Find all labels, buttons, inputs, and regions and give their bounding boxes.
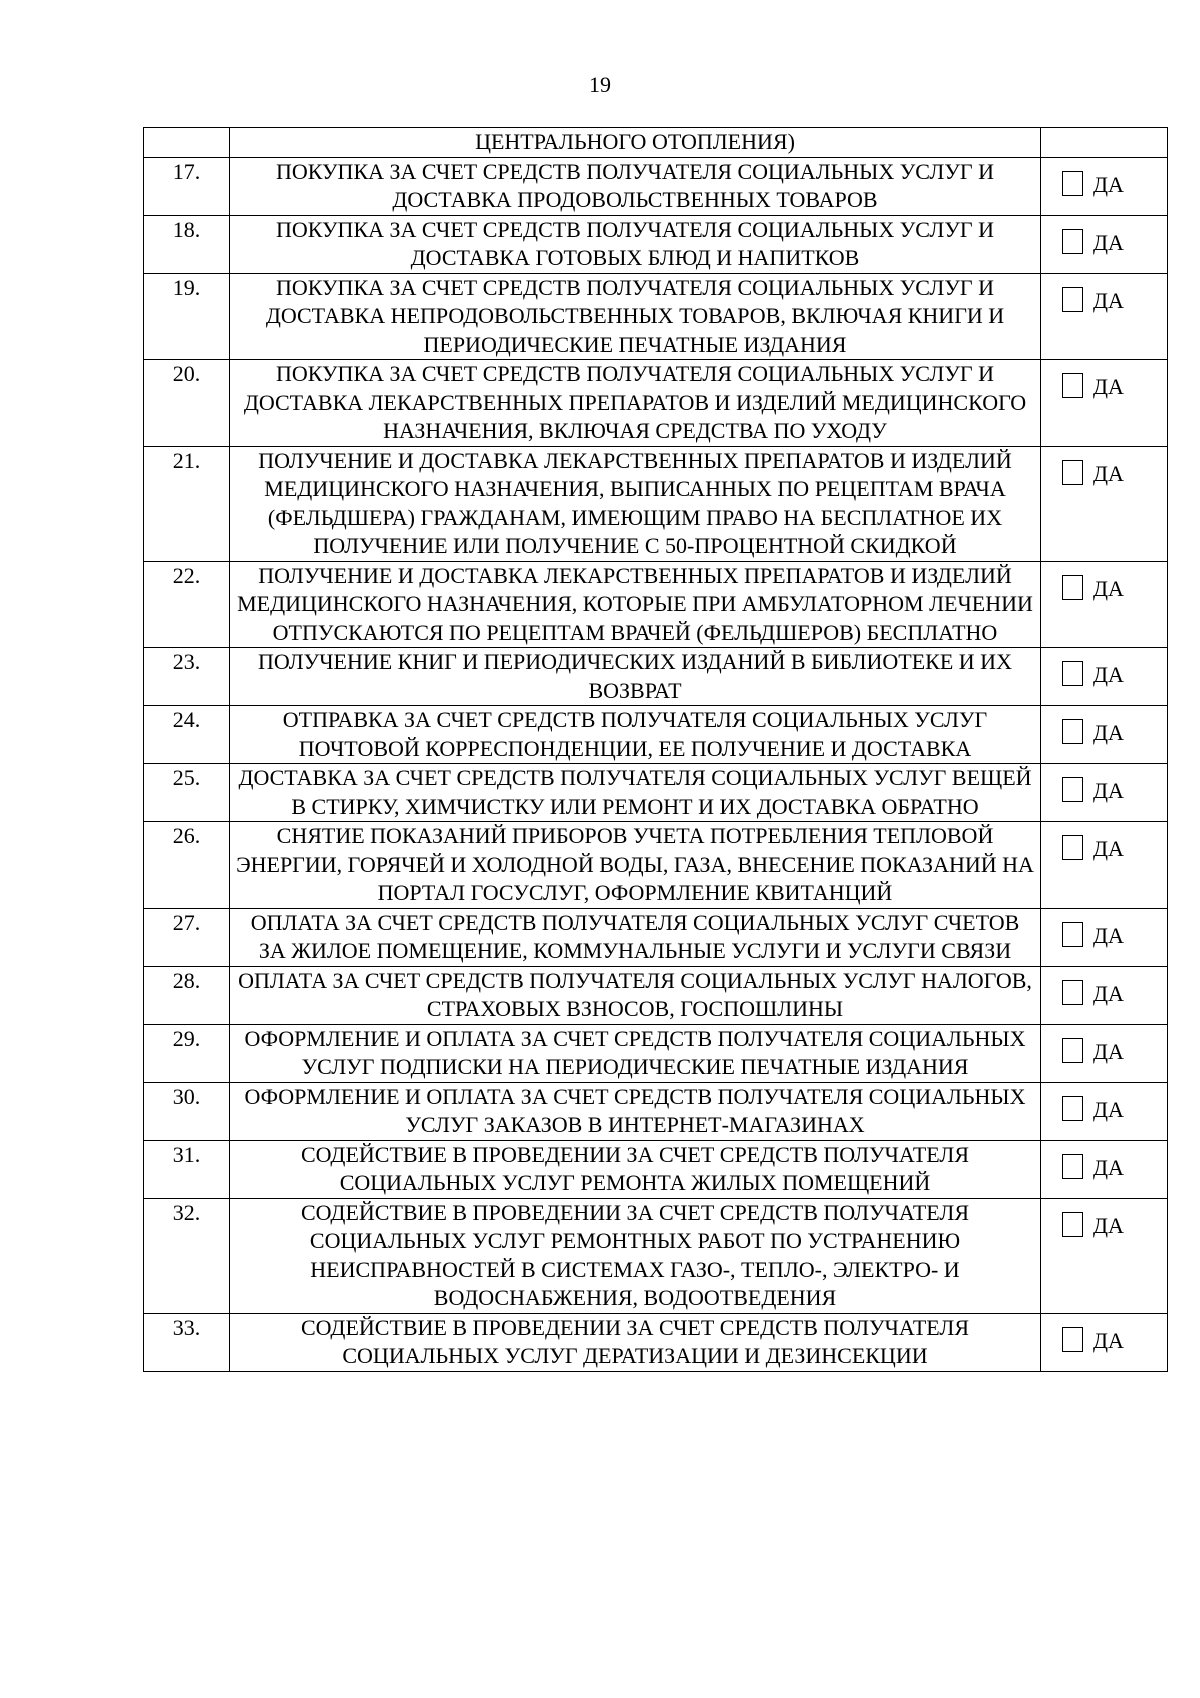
yes-label: ДА xyxy=(1093,836,1124,861)
checkbox-icon[interactable] xyxy=(1062,287,1083,312)
service-description: ПОКУПКА ЗА СЧЕТ СРЕДСТВ ПОЛУЧАТЕЛЯ СОЦИАЛЬНЫХ УСЛУГ И ДОСТАВКА ПРОДОВОЛЬСТВЕННЫХ ТОВАРОВ xyxy=(230,157,1041,215)
mark-cell xyxy=(1041,360,1168,447)
table-row xyxy=(144,446,1168,561)
yes-option xyxy=(1041,822,1167,860)
yes-option xyxy=(1041,562,1167,600)
row-number: 29. xyxy=(144,1024,230,1082)
checkbox-icon[interactable] xyxy=(1062,719,1083,744)
yes-option xyxy=(1041,1141,1167,1179)
yes-label: ДА xyxy=(1093,1154,1124,1180)
service-description: СОДЕЙСТВИЕ В ПРОВЕДЕНИИ ЗА СЧЕТ СРЕДСТВ ПОЛУЧАТЕЛЯ СОЦИАЛЬНЫХ УСЛУГ РЕМОНТА ЖИЛЫХ ПОМЕЩЕНИЙ xyxy=(230,1140,1041,1198)
checkbox-icon[interactable] xyxy=(1062,922,1083,947)
yes-option xyxy=(1041,216,1167,254)
table-row xyxy=(144,1024,1168,1082)
row-number: 25. xyxy=(144,764,230,822)
checkbox-icon[interactable] xyxy=(1062,835,1083,860)
mark-cell xyxy=(1041,966,1168,1024)
table-row xyxy=(144,561,1168,648)
table-row xyxy=(144,764,1168,822)
row-number: 28. xyxy=(144,966,230,1024)
checkbox-icon[interactable] xyxy=(1062,1038,1083,1063)
yes-label: ДА xyxy=(1093,720,1124,745)
yes-label: ДА xyxy=(1093,980,1124,1006)
row-number: 32. xyxy=(144,1198,230,1313)
mark-cell xyxy=(1041,1082,1168,1140)
row-number: 19. xyxy=(144,273,230,360)
mark-cell xyxy=(1041,764,1168,822)
mark-cell xyxy=(1041,908,1168,966)
checkbox-icon[interactable] xyxy=(1062,171,1083,196)
row-number: 33. xyxy=(144,1313,230,1371)
table-row xyxy=(144,908,1168,966)
yes-option xyxy=(1041,158,1167,196)
row-number: 18. xyxy=(144,215,230,273)
table-row xyxy=(144,706,1168,764)
service-description: ПОЛУЧЕНИЕ КНИГ И ПЕРИОДИЧЕСКИХ ИЗДАНИЙ В БИБЛИОТЕКЕ И ИХ ВОЗВРАТ xyxy=(230,648,1041,706)
yes-option xyxy=(1041,1199,1167,1237)
mark-cell xyxy=(1041,128,1168,158)
mark-cell xyxy=(1041,157,1168,215)
service-description: ОФОРМЛЕНИЕ И ОПЛАТА ЗА СЧЕТ СРЕДСТВ ПОЛУЧАТЕЛЯ СОЦИАЛЬНЫХ УСЛУГ ЗАКАЗОВ В ИНТЕРНЕТ-МАГАЗИНАХ xyxy=(230,1082,1041,1140)
service-description: СОДЕЙСТВИЕ В ПРОВЕДЕНИИ ЗА СЧЕТ СРЕДСТВ ПОЛУЧАТЕЛЯ СОЦИАЛЬНЫХ УСЛУГ ДЕРАТИЗАЦИИ И ДЕЗИНСЕКЦИИ xyxy=(230,1313,1041,1371)
row-number: 21. xyxy=(144,446,230,561)
row-number: 22. xyxy=(144,561,230,648)
table-row xyxy=(144,1082,1168,1140)
services-table xyxy=(143,127,1168,1372)
row-number: 27. xyxy=(144,908,230,966)
table-row xyxy=(144,822,1168,909)
yes-label: ДА xyxy=(1093,287,1124,313)
checkbox-icon[interactable] xyxy=(1062,373,1083,398)
row-number: 20. xyxy=(144,360,230,447)
service-description: ОТПРАВКА ЗА СЧЕТ СРЕДСТВ ПОЛУЧАТЕЛЯ СОЦИАЛЬНЫХ УСЛУГ ПОЧТОВОЙ КОРРЕСПОНДЕНЦИИ, ЕЕ ПОЛУЧЕНИЕ И ДОСТАВКА xyxy=(230,706,1041,764)
yes-label: ДА xyxy=(1093,374,1124,399)
checkbox-icon[interactable] xyxy=(1062,460,1083,485)
yes-label: ДА xyxy=(1093,460,1124,486)
service-description: СНЯТИЕ ПОКАЗАНИЙ ПРИБОРОВ УЧЕТА ПОТРЕБЛЕНИЯ ТЕПЛОВОЙ ЭНЕРГИИ, ГОРЯЧЕЙ И ХОЛОДНОЙ ВОДЫ, ГАЗА, ВНЕСЕНИЕ ПОКАЗАНИЙ НА ПОРТАЛ ГОСУСЛУГ, ОФОРМЛЕНИЕ КВИТАНЦИЙ xyxy=(230,822,1041,909)
services-table-body xyxy=(144,128,1168,1372)
table-row xyxy=(144,966,1168,1024)
checkbox-icon[interactable] xyxy=(1062,229,1083,254)
service-description: ДОСТАВКА ЗА СЧЕТ СРЕДСТВ ПОЛУЧАТЕЛЯ СОЦИАЛЬНЫХ УСЛУГ ВЕЩЕЙ В СТИРКУ, ХИМЧИСТКУ ИЛИ РЕМОНТ И ИХ ДОСТАВКА ОБРАТНО xyxy=(230,764,1041,822)
yes-option xyxy=(1041,1083,1167,1121)
mark-cell xyxy=(1041,706,1168,764)
service-description: ПОЛУЧЕНИЕ И ДОСТАВКА ЛЕКАРСТВЕННЫХ ПРЕПАРАТОВ И ИЗДЕЛИЙ МЕДИЦИНСКОГО НАЗНАЧЕНИЯ, КОТОРЫЕ ПРИ АМБУЛАТОРНОМ ЛЕЧЕНИИ ОТПУСКАЮТСЯ ПО РЕЦЕПТАМ ВРАЧЕЙ (ФЕЛЬДШЕРОВ) БЕСПЛАТНО xyxy=(230,561,1041,648)
mark-cell xyxy=(1041,1140,1168,1198)
mark-cell xyxy=(1041,561,1168,648)
mark-cell xyxy=(1041,1024,1168,1082)
yes-label: ДА xyxy=(1093,171,1124,197)
table-row xyxy=(144,1313,1168,1371)
yes-label: ДА xyxy=(1093,1038,1124,1064)
yes-label: ДА xyxy=(1093,1327,1124,1353)
service-description: ПОКУПКА ЗА СЧЕТ СРЕДСТВ ПОЛУЧАТЕЛЯ СОЦИАЛЬНЫХ УСЛУГ И ДОСТАВКА НЕПРОДОВОЛЬСТВЕННЫХ ТОВАРОВ, ВКЛЮЧАЯ КНИГИ И ПЕРИОДИЧЕСКИЕ ПЕЧАТНЫЕ ИЗДАНИЯ xyxy=(230,273,1041,360)
mark-cell xyxy=(1041,1313,1168,1371)
row-number: 23. xyxy=(144,648,230,706)
table-row xyxy=(144,1140,1168,1198)
mark-cell xyxy=(1041,648,1168,706)
service-description: СОДЕЙСТВИЕ В ПРОВЕДЕНИИ ЗА СЧЕТ СРЕДСТВ ПОЛУЧАТЕЛЯ СОЦИАЛЬНЫХ УСЛУГ РЕМОНТНЫХ РАБОТ ПО УСТРАНЕНИЮ НЕИСПРАВНОСТЕЙ В СИСТЕМАХ ГАЗО-, ТЕПЛО-, ЭЛЕКТРО- И ВОДОСНАБЖЕНИЯ, ВОДООТВЕДЕНИЯ xyxy=(230,1198,1041,1313)
yes-label: ДА xyxy=(1093,575,1124,601)
yes-label: ДА xyxy=(1093,778,1124,803)
yes-option xyxy=(1041,648,1167,686)
service-description: ПОЛУЧЕНИЕ И ДОСТАВКА ЛЕКАРСТВЕННЫХ ПРЕПАРАТОВ И ИЗДЕЛИЙ МЕДИЦИНСКОГО НАЗНАЧЕНИЯ, ВЫПИСАННЫХ ПО РЕЦЕПТАМ ВРАЧА (ФЕЛЬДШЕРА) ГРАЖДАНАМ, ИМЕЮЩИМ ПРАВО НА БЕСПЛАТНОЕ ИХ ПОЛУЧЕНИЕ ИЛИ ПОЛУЧЕНИЕ С 50-ПРОЦЕНТНОЙ СКИДКОЙ xyxy=(230,446,1041,561)
yes-label: ДА xyxy=(1093,922,1124,948)
checkbox-icon[interactable] xyxy=(1062,1212,1083,1237)
yes-option xyxy=(1041,967,1167,1005)
yes-option xyxy=(1041,1025,1167,1063)
table-row xyxy=(144,273,1168,360)
page-number: 19 xyxy=(589,72,611,97)
table-row-continuation xyxy=(144,128,1168,158)
yes-option xyxy=(1041,447,1167,485)
service-description: ОПЛАТА ЗА СЧЕТ СРЕДСТВ ПОЛУЧАТЕЛЯ СОЦИАЛЬНЫХ УСЛУГ СЧЕТОВ ЗА ЖИЛОЕ ПОМЕЩЕНИЕ, КОММУНАЛЬНЫЕ УСЛУГИ И УСЛУГИ СВЯЗИ xyxy=(230,908,1041,966)
yes-label: ДА xyxy=(1093,1212,1124,1238)
mark-cell xyxy=(1041,1198,1168,1313)
checkbox-icon[interactable] xyxy=(1062,980,1083,1005)
checkbox-icon[interactable] xyxy=(1062,777,1083,802)
yes-label: ДА xyxy=(1093,662,1124,687)
yes-option xyxy=(1041,706,1167,744)
row-number: 30. xyxy=(144,1082,230,1140)
service-description: ОФОРМЛЕНИЕ И ОПЛАТА ЗА СЧЕТ СРЕДСТВ ПОЛУЧАТЕЛЯ СОЦИАЛЬНЫХ УСЛУГ ПОДПИСКИ НА ПЕРИОДИЧЕСКИЕ ПЕЧАТНЫЕ ИЗДАНИЯ xyxy=(230,1024,1041,1082)
yes-option xyxy=(1041,360,1167,398)
checkbox-icon[interactable] xyxy=(1062,1327,1083,1352)
checkbox-icon[interactable] xyxy=(1062,661,1083,686)
table-row xyxy=(144,648,1168,706)
checkbox-icon[interactable] xyxy=(1062,1154,1083,1179)
service-description: ПОКУПКА ЗА СЧЕТ СРЕДСТВ ПОЛУЧАТЕЛЯ СОЦИАЛЬНЫХ УСЛУГ И ДОСТАВКА ЛЕКАРСТВЕННЫХ ПРЕПАРАТОВ И ИЗДЕЛИЙ МЕДИЦИНСКОГО НАЗНАЧЕНИЯ, ВКЛЮЧАЯ СРЕДСТВА ПО УХОДУ xyxy=(230,360,1041,447)
table-row xyxy=(144,1198,1168,1313)
table-row xyxy=(144,157,1168,215)
row-number xyxy=(144,128,230,158)
mark-cell xyxy=(1041,822,1168,909)
row-number: 24. xyxy=(144,706,230,764)
yes-label: ДА xyxy=(1093,1096,1124,1122)
service-description: ПОКУПКА ЗА СЧЕТ СРЕДСТВ ПОЛУЧАТЕЛЯ СОЦИАЛЬНЫХ УСЛУГ И ДОСТАВКА ГОТОВЫХ БЛЮД И НАПИТКОВ xyxy=(230,215,1041,273)
checkbox-icon[interactable] xyxy=(1062,1096,1083,1121)
service-description: ОПЛАТА ЗА СЧЕТ СРЕДСТВ ПОЛУЧАТЕЛЯ СОЦИАЛЬНЫХ УСЛУГ НАЛОГОВ, СТРАХОВЫХ ВЗНОСОВ, ГОСПОШЛИНЫ xyxy=(230,966,1041,1024)
row-number: 17. xyxy=(144,157,230,215)
table-row xyxy=(144,215,1168,273)
row-number: 31. xyxy=(144,1140,230,1198)
mark-cell xyxy=(1041,446,1168,561)
row-number: 26. xyxy=(144,822,230,909)
table-row xyxy=(144,360,1168,447)
yes-option xyxy=(1041,764,1167,802)
mark-cell xyxy=(1041,273,1168,360)
yes-option xyxy=(1041,1314,1167,1352)
checkbox-icon[interactable] xyxy=(1062,575,1083,600)
yes-option xyxy=(1041,274,1167,312)
yes-option xyxy=(1041,909,1167,947)
service-description: ЦЕНТРАЛЬНОГО ОТОПЛЕНИЯ) xyxy=(230,128,1041,158)
yes-label: ДА xyxy=(1093,229,1124,255)
mark-cell xyxy=(1041,215,1168,273)
